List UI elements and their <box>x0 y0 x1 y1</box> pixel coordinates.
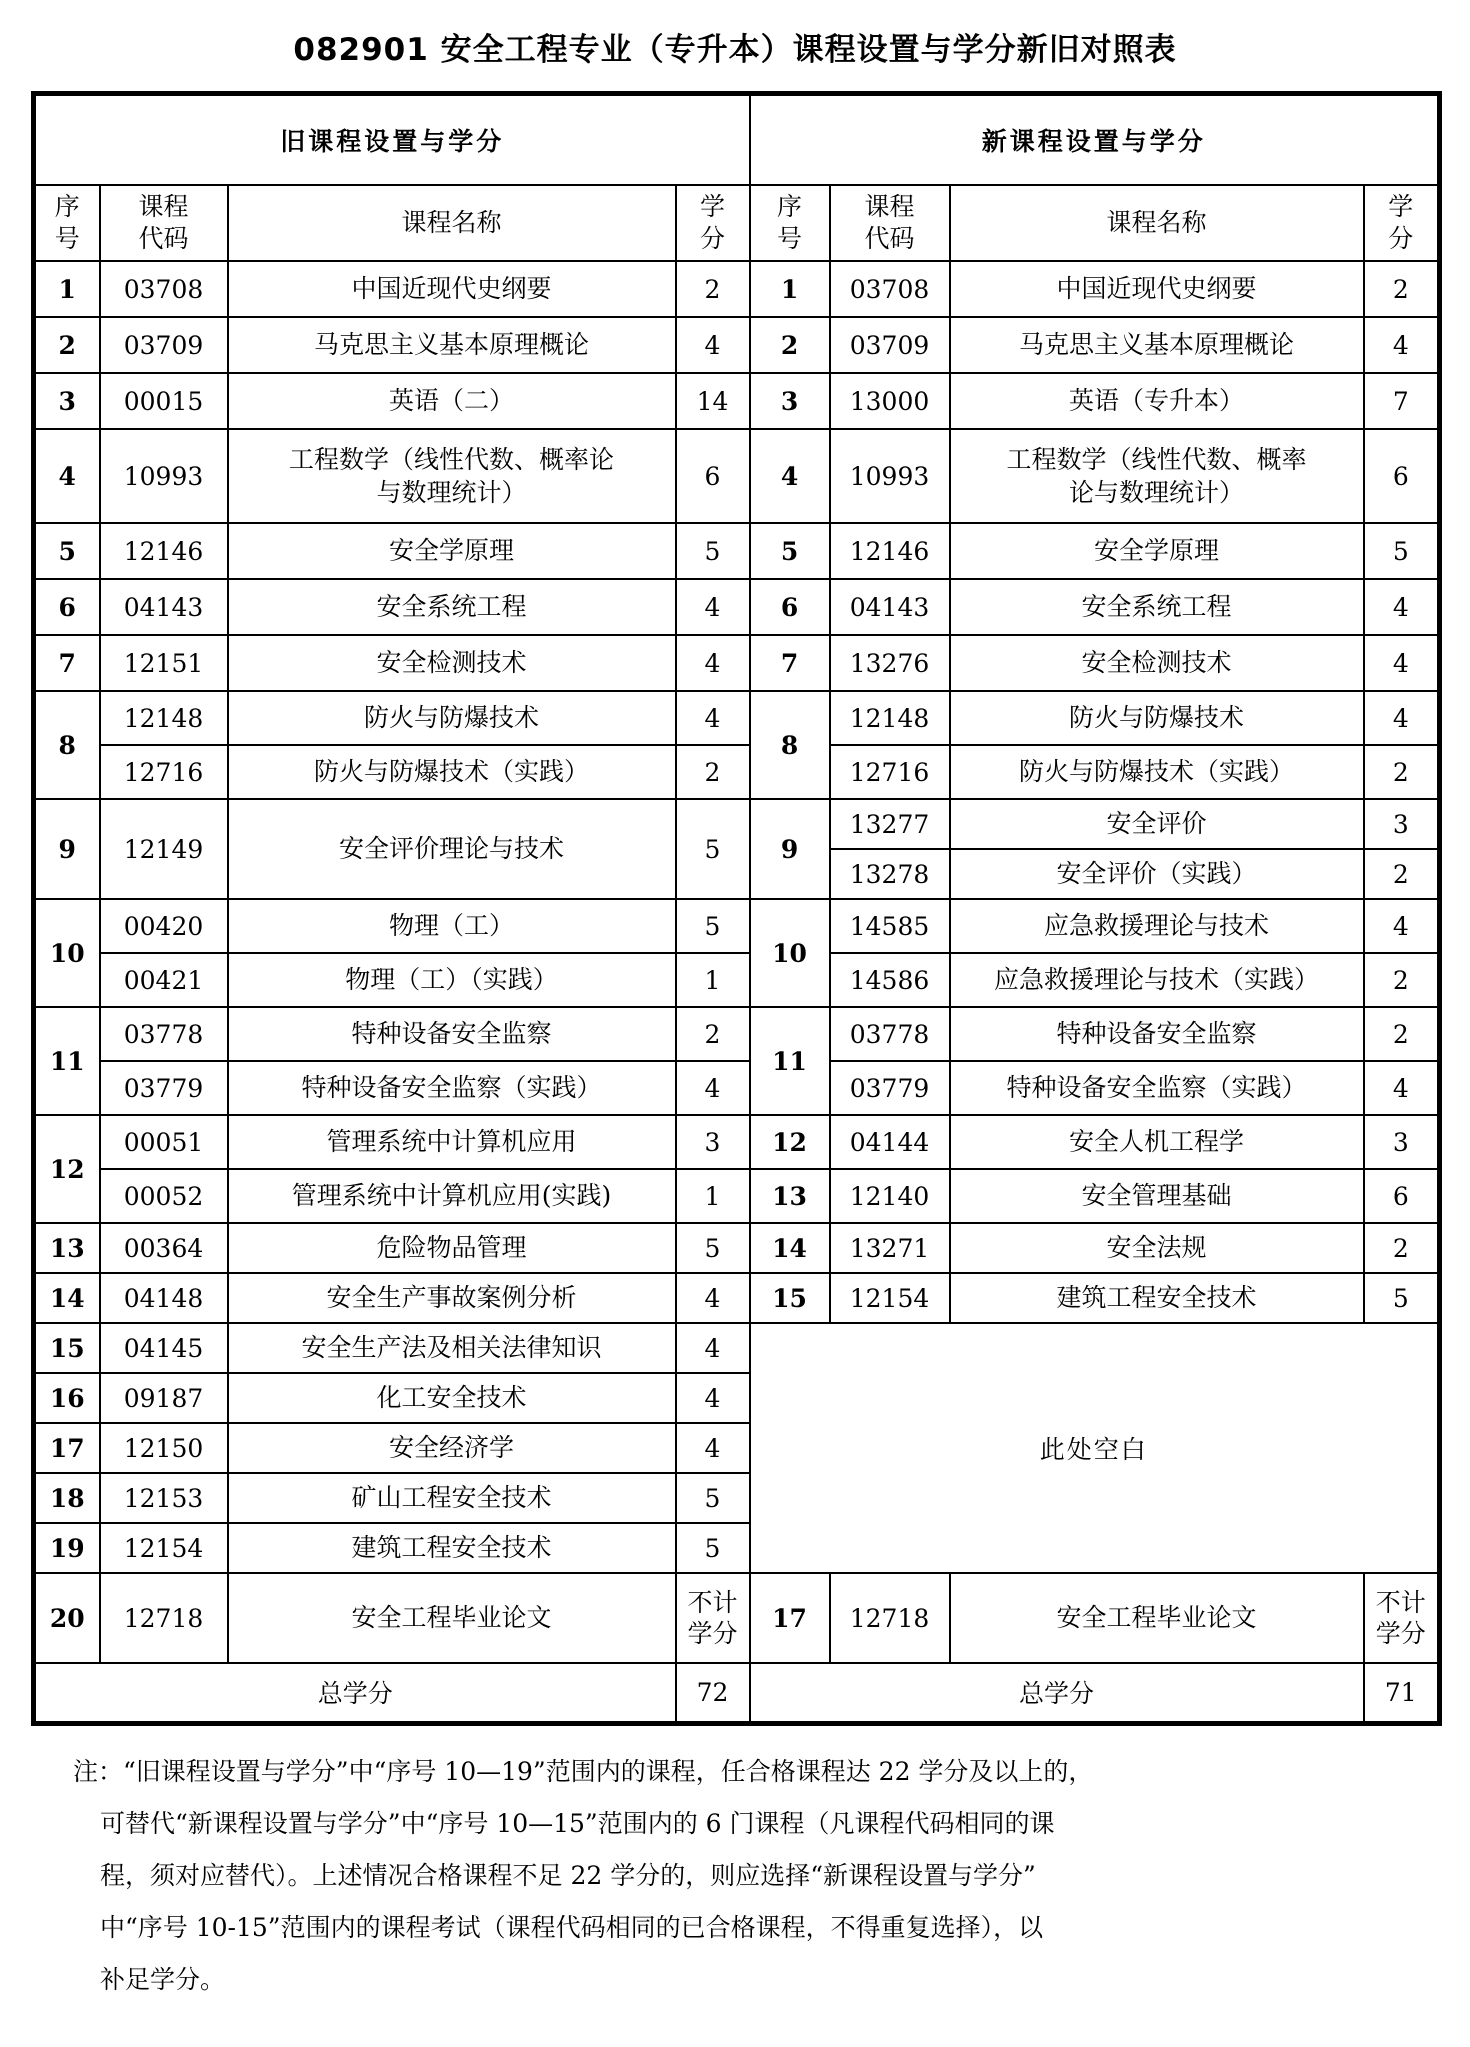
old-table-header: 旧课程设置与学分 <box>34 94 750 186</box>
course-name-cell: 特种设备安全监察（实践） <box>950 1061 1364 1115</box>
credit-cell: 4 <box>676 579 750 635</box>
table-row <box>34 1223 1440 1273</box>
code-cell: 03709 <box>830 317 950 373</box>
course-name-cell: 中国近现代史纲要 <box>228 261 676 317</box>
table-row <box>34 429 1440 523</box>
section-header-row <box>34 94 1440 186</box>
seq-cell: 6 <box>34 579 100 635</box>
credit-cell: 4 <box>676 691 750 745</box>
course-name-cell: 化工安全技术 <box>228 1373 676 1423</box>
course-name-cell: 管理系统中计算机应用 <box>228 1115 676 1169</box>
credit-cell: 2 <box>1364 849 1440 899</box>
seq-cell: 6 <box>750 579 830 635</box>
code-cell: 03778 <box>830 1007 950 1061</box>
credit-cell: 5 <box>676 1523 750 1573</box>
code-cell: 00364 <box>100 1223 228 1273</box>
course-name-cell: 防火与防爆技术（实践） <box>950 745 1364 799</box>
credit-cell: 2 <box>1364 745 1440 799</box>
course-name-cell: 建筑工程安全技术 <box>950 1273 1364 1323</box>
credit-cell: 4 <box>676 635 750 691</box>
credit-cell: 3 <box>1364 1115 1440 1169</box>
code-cell: 00420 <box>100 899 228 953</box>
course-name-cell: 安全经济学 <box>228 1423 676 1473</box>
credit-cell: 不计 学分 <box>1364 1573 1440 1663</box>
code-cell: 00421 <box>100 953 228 1007</box>
credit-cell: 7 <box>1364 373 1440 429</box>
page-title: 082901 安全工程专业（专升本）课程设置与学分新旧对照表 <box>293 32 1177 68</box>
course-name-cell: 安全系统工程 <box>228 579 676 635</box>
old-name-col-header: 课程名称 <box>228 185 676 261</box>
seq-cell: 1 <box>34 261 100 317</box>
new-name-col-header: 课程名称 <box>950 185 1364 261</box>
credit-cell: 4 <box>1364 635 1440 691</box>
seq-cell: 4 <box>34 429 100 523</box>
code-cell: 09187 <box>100 1373 228 1423</box>
seq-cell: 16 <box>34 1373 100 1423</box>
code-cell: 12716 <box>100 745 228 799</box>
course-name-cell: 防火与防爆技术 <box>950 691 1364 745</box>
table-row <box>34 745 1440 799</box>
course-name-cell: 安全工程毕业论文 <box>228 1573 676 1663</box>
seq-cell: 17 <box>34 1423 100 1473</box>
course-name-cell: 英语（二） <box>228 373 676 429</box>
seq-cell: 5 <box>34 523 100 579</box>
seq-cell: 13 <box>750 1169 830 1223</box>
seq-cell: 8 <box>750 691 830 799</box>
table-row <box>34 635 1440 691</box>
credit-cell: 2 <box>676 1007 750 1061</box>
credit-cell: 1 <box>676 1169 750 1223</box>
course-name-cell: 安全评价理论与技术 <box>228 799 676 899</box>
footnote-line: 可替代“新课程设置与学分”中“序号 10—15”范围内的 6 门课程（凡课程代码相同的课 <box>100 1808 1055 1838</box>
course-name-cell: 防火与防爆技术（实践） <box>228 745 676 799</box>
seq-cell: 3 <box>750 373 830 429</box>
code-cell: 14585 <box>830 899 950 953</box>
code-cell: 12148 <box>830 691 950 745</box>
code-cell: 04148 <box>100 1273 228 1323</box>
code-cell: 12154 <box>830 1273 950 1323</box>
seq-cell: 14 <box>34 1273 100 1323</box>
credit-cell: 2 <box>676 261 750 317</box>
credit-cell: 5 <box>1364 1273 1440 1323</box>
course-name-cell: 安全工程毕业论文 <box>950 1573 1364 1663</box>
course-name-cell: 危险物品管理 <box>228 1223 676 1273</box>
credit-cell: 4 <box>676 1423 750 1473</box>
footnote-text: “旧课程设置与学分”中“序号 10—19”范围内的课程，任合格课程达 22 学分及以上的， <box>123 1756 1094 1786</box>
code-cell: 12718 <box>100 1573 228 1663</box>
credit-cell: 4 <box>676 1061 750 1115</box>
code-cell: 12150 <box>100 1423 228 1473</box>
new-table-header: 新课程设置与学分 <box>750 94 1440 186</box>
footnote-line: 补足学分。 <box>100 1964 226 1994</box>
credit-cell: 5 <box>676 1473 750 1523</box>
table-row <box>34 1061 1440 1115</box>
credit-cell: 6 <box>676 429 750 523</box>
course-name-cell: 应急救援理论与技术 <box>950 899 1364 953</box>
code-cell: 00051 <box>100 1115 228 1169</box>
code-cell: 00052 <box>100 1169 228 1223</box>
code-cell: 12146 <box>100 523 228 579</box>
credit-cell: 2 <box>1364 953 1440 1007</box>
course-name-cell: 马克思主义基本原理概论 <box>950 317 1364 373</box>
course-name-cell: 安全检测技术 <box>950 635 1364 691</box>
code-cell: 10993 <box>830 429 950 523</box>
old-total-label: 总学分 <box>34 1663 676 1723</box>
course-name-cell: 管理系统中计算机应用(实践) <box>228 1169 676 1223</box>
credit-cell: 2 <box>1364 261 1440 317</box>
seq-cell: 12 <box>34 1115 100 1223</box>
course-name-cell: 建筑工程安全技术 <box>228 1523 676 1573</box>
footnote <box>73 1746 1415 2006</box>
credit-cell: 6 <box>1364 429 1440 523</box>
course-name-cell: 特种设备安全监察 <box>950 1007 1364 1061</box>
credit-cell: 3 <box>676 1115 750 1169</box>
table-row <box>34 579 1440 635</box>
course-name-cell: 物理（工） <box>228 899 676 953</box>
table-row <box>34 1323 1440 1373</box>
credit-cell: 1 <box>676 953 750 1007</box>
credit-cell: 6 <box>1364 1169 1440 1223</box>
course-name-cell: 工程数学（线性代数、概率 论与数理统计） <box>950 429 1364 523</box>
seq-cell: 12 <box>750 1115 830 1169</box>
credit-cell: 4 <box>1364 579 1440 635</box>
new-seq-col-header: 序 号 <box>750 185 830 261</box>
new-credit-col-header: 学 分 <box>1364 185 1440 261</box>
course-name-cell: 工程数学（线性代数、概率论 与数理统计） <box>228 429 676 523</box>
credit-cell: 5 <box>676 1223 750 1273</box>
table-row <box>34 1169 1440 1223</box>
seq-cell: 9 <box>750 799 830 899</box>
seq-cell: 20 <box>34 1573 100 1663</box>
credit-cell: 2 <box>1364 1223 1440 1273</box>
code-cell: 03708 <box>830 261 950 317</box>
seq-cell: 11 <box>34 1007 100 1115</box>
code-cell: 13276 <box>830 635 950 691</box>
course-name-cell: 安全学原理 <box>228 523 676 579</box>
course-name-cell: 安全人机工程学 <box>950 1115 1364 1169</box>
course-name-cell: 安全法规 <box>950 1223 1364 1273</box>
course-name-cell: 英语（专升本） <box>950 373 1364 429</box>
code-cell: 03708 <box>100 261 228 317</box>
footnote-line: 程，须对应替代）。上述情况合格课程不足 22 学分的，则应选择“新课程设置与学分” <box>100 1860 1036 1890</box>
seq-cell: 3 <box>34 373 100 429</box>
credit-cell: 3 <box>1364 799 1440 849</box>
credit-cell: 5 <box>676 523 750 579</box>
code-cell: 12151 <box>100 635 228 691</box>
seq-cell: 7 <box>34 635 100 691</box>
seq-cell: 10 <box>750 899 830 1007</box>
code-cell: 13278 <box>830 849 950 899</box>
course-name-cell: 物理（工）（实践） <box>228 953 676 1007</box>
credit-cell: 4 <box>676 317 750 373</box>
course-name-cell: 安全生产法及相关法律知识 <box>228 1323 676 1373</box>
credit-cell: 2 <box>1364 1007 1440 1061</box>
seq-cell: 15 <box>34 1323 100 1373</box>
table-row <box>34 1573 1440 1663</box>
code-cell: 12148 <box>100 691 228 745</box>
new-total-label: 总学分 <box>750 1663 1364 1723</box>
code-cell: 12140 <box>830 1169 950 1223</box>
credit-cell: 5 <box>1364 523 1440 579</box>
table-row <box>34 899 1440 953</box>
footnote-prefix: 注： <box>73 1756 124 1786</box>
code-cell: 14586 <box>830 953 950 1007</box>
code-cell: 03779 <box>830 1061 950 1115</box>
code-cell: 00015 <box>100 373 228 429</box>
course-name-cell: 安全管理基础 <box>950 1169 1364 1223</box>
code-cell: 12149 <box>100 799 228 899</box>
credit-cell: 4 <box>676 1273 750 1323</box>
course-name-cell: 安全检测技术 <box>228 635 676 691</box>
seq-cell: 11 <box>750 1007 830 1115</box>
code-cell: 04143 <box>830 579 950 635</box>
table-row <box>34 523 1440 579</box>
seq-cell: 10 <box>34 899 100 1007</box>
code-cell: 04143 <box>100 579 228 635</box>
credit-cell: 4 <box>1364 691 1440 745</box>
code-cell: 10993 <box>100 429 228 523</box>
credit-cell: 不计 学分 <box>676 1573 750 1663</box>
table-row <box>34 1007 1440 1061</box>
seq-cell: 7 <box>750 635 830 691</box>
table-row <box>34 1273 1440 1323</box>
seq-cell: 2 <box>750 317 830 373</box>
code-cell: 12718 <box>830 1573 950 1663</box>
course-name-cell: 防火与防爆技术 <box>228 691 676 745</box>
seq-cell: 4 <box>750 429 830 523</box>
code-cell: 12153 <box>100 1473 228 1523</box>
table-row <box>34 317 1440 373</box>
code-cell: 13277 <box>830 799 950 849</box>
new-total-value: 71 <box>1364 1663 1440 1723</box>
course-name-cell: 矿山工程安全技术 <box>228 1473 676 1523</box>
course-name-cell: 安全生产事故案例分析 <box>228 1273 676 1323</box>
course-name-cell: 特种设备安全监察 <box>228 1007 676 1061</box>
seq-cell: 14 <box>750 1223 830 1273</box>
code-cell: 13000 <box>830 373 950 429</box>
footnote-line <box>73 1746 1415 1798</box>
credit-cell: 4 <box>676 1323 750 1373</box>
seq-cell: 2 <box>34 317 100 373</box>
code-cell: 03709 <box>100 317 228 373</box>
old-seq-col-header: 序 号 <box>34 185 100 261</box>
seq-cell: 13 <box>34 1223 100 1273</box>
course-name-cell: 应急救援理论与技术（实践） <box>950 953 1364 1007</box>
table-row <box>34 1115 1440 1169</box>
code-cell: 12146 <box>830 523 950 579</box>
seq-cell: 15 <box>750 1273 830 1323</box>
seq-cell: 18 <box>34 1473 100 1523</box>
course-name-cell: 安全系统工程 <box>950 579 1364 635</box>
credit-cell: 5 <box>676 899 750 953</box>
old-credit-col-header: 学 分 <box>676 185 750 261</box>
course-name-cell: 安全评价（实践） <box>950 849 1364 899</box>
credit-cell: 5 <box>676 799 750 899</box>
course-name-cell: 安全评价 <box>950 799 1364 849</box>
course-name-cell: 安全学原理 <box>950 523 1364 579</box>
course-name-cell: 特种设备安全监察（实践） <box>228 1061 676 1115</box>
course-comparison-table <box>31 91 1442 1726</box>
credit-cell: 4 <box>1364 317 1440 373</box>
code-cell: 12154 <box>100 1523 228 1573</box>
table-row <box>34 691 1440 745</box>
table-row <box>34 373 1440 429</box>
table-row <box>34 953 1440 1007</box>
code-cell: 03778 <box>100 1007 228 1061</box>
column-header-row <box>34 185 1440 261</box>
credit-cell: 2 <box>676 745 750 799</box>
credit-cell: 4 <box>676 1373 750 1423</box>
total-row <box>34 1663 1440 1723</box>
old-total-value: 72 <box>676 1663 750 1723</box>
table-row <box>34 261 1440 317</box>
footnote-line: 中“序号 10-15”范围内的课程考试（课程代码相同的已合格课程，不得重复选择），以 <box>100 1912 1044 1942</box>
code-cell: 12716 <box>830 745 950 799</box>
table-row <box>34 799 1440 849</box>
credit-cell: 4 <box>1364 1061 1440 1115</box>
seq-cell: 5 <box>750 523 830 579</box>
code-cell: 13271 <box>830 1223 950 1273</box>
credit-cell: 4 <box>1364 899 1440 953</box>
code-cell: 04145 <box>100 1323 228 1373</box>
blank-placeholder-cell: 此处空白 <box>750 1323 1440 1573</box>
course-name-cell: 马克思主义基本原理概论 <box>228 317 676 373</box>
code-cell: 04144 <box>830 1115 950 1169</box>
seq-cell: 9 <box>34 799 100 899</box>
seq-cell: 8 <box>34 691 100 799</box>
new-code-col-header: 课程 代码 <box>830 185 950 261</box>
seq-cell: 17 <box>750 1573 830 1663</box>
course-name-cell: 中国近现代史纲要 <box>950 261 1364 317</box>
code-cell: 03779 <box>100 1061 228 1115</box>
seq-cell: 19 <box>34 1523 100 1573</box>
old-code-col-header: 课程 代码 <box>100 185 228 261</box>
credit-cell: 14 <box>676 373 750 429</box>
seq-cell: 1 <box>750 261 830 317</box>
